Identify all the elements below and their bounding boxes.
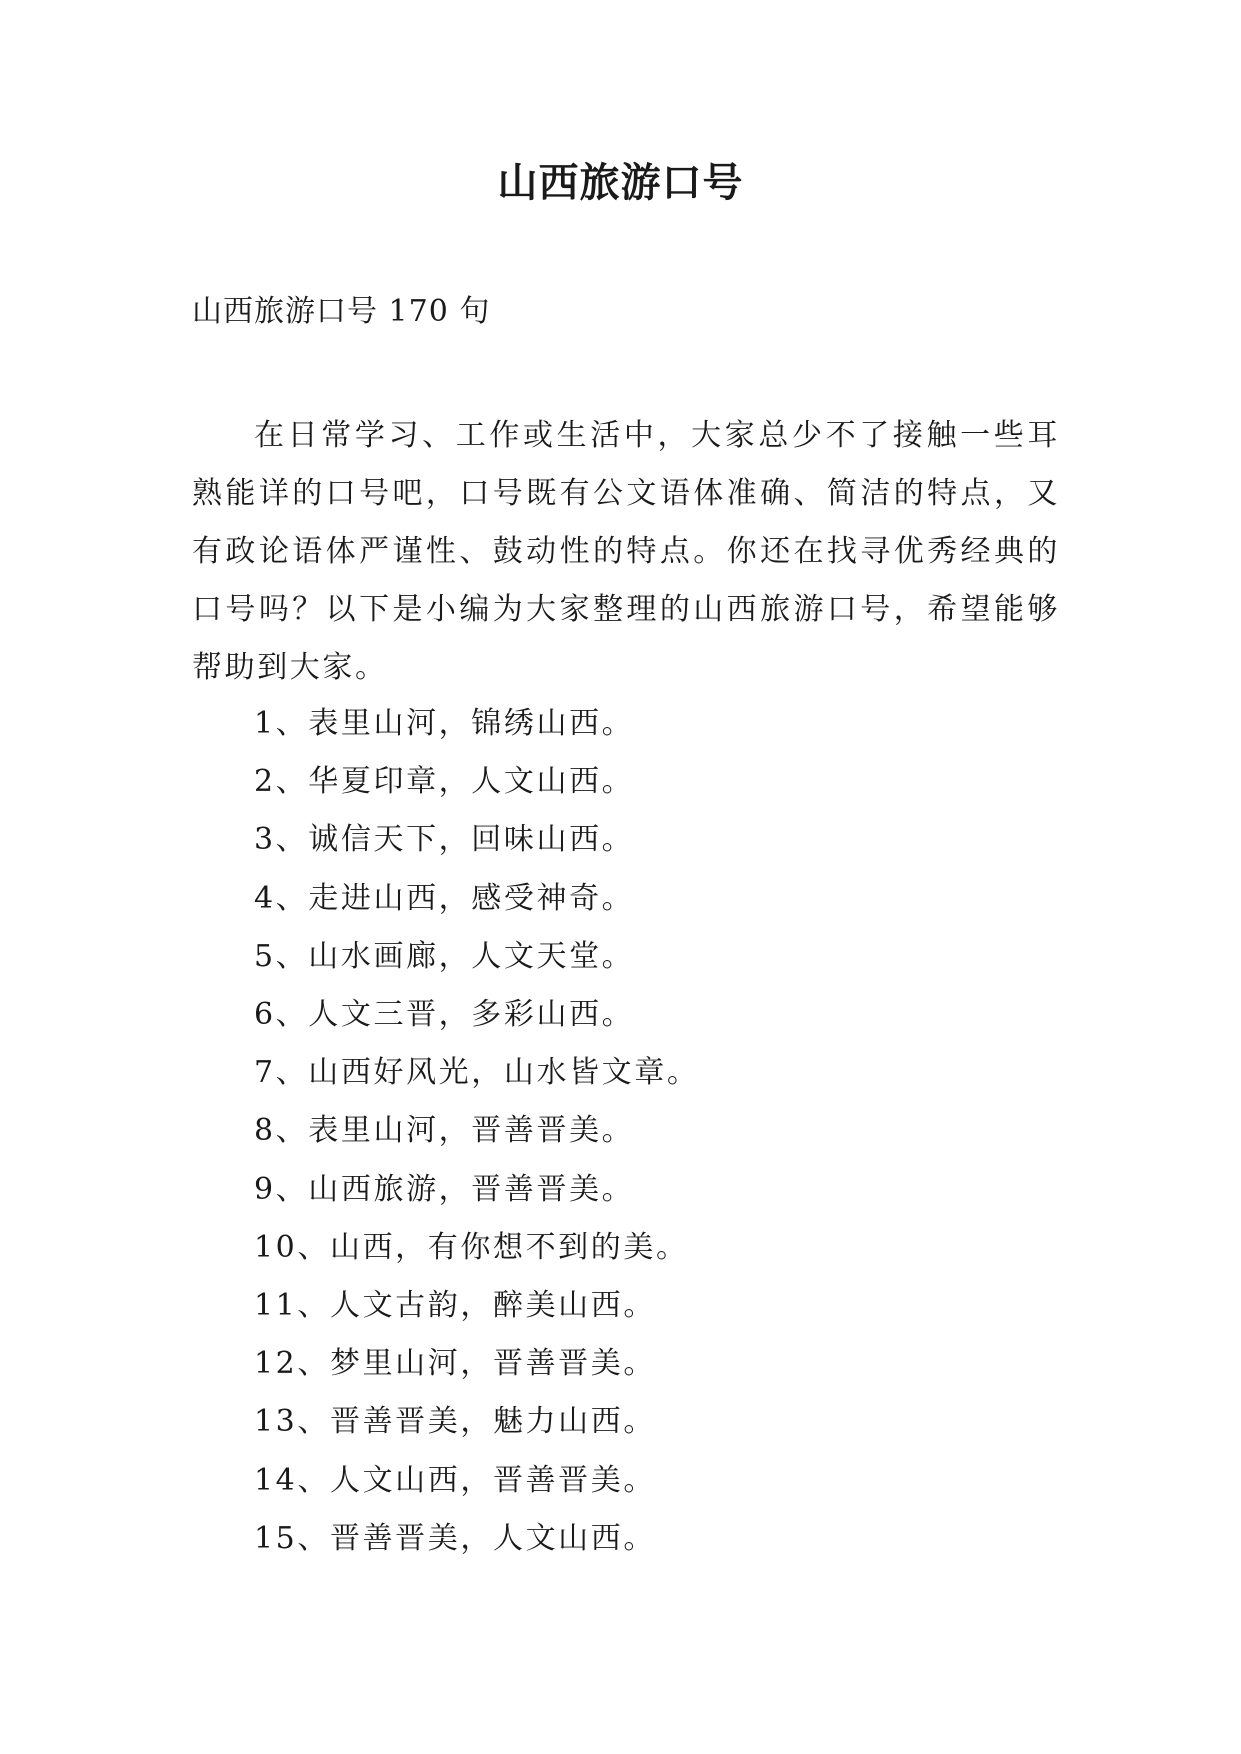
slogan-item: 8、表里山河，晋善晋美。 [254,1113,635,1149]
slogan-item: 6、人文三晋，多彩山西。 [254,997,635,1033]
intro-paragraph: 在日常学习、工作或生活中，大家总少不了接触一些耳熟能详的口号吧，口号既有公文语体准确、简洁的特点，又有政论语体严谨性、鼓动性的特点。你还在找寻优秀经典的口号吗？以下是小编为大家整理的山西旅游口号，希望能够帮助到大家。 [192,418,1060,685]
slogan-item: 14、人文山西，晋善晋美。 [254,1462,656,1498]
slogan-item: 12、梦里山河，晋善晋美。 [254,1346,656,1382]
slogan-item: 9、山西旅游，晋善晋美。 [254,1171,635,1207]
document-subtitle: 山西旅游口号 170 句 [192,294,491,329]
slogan-item: 13、晋善晋美，魅力山西。 [254,1404,656,1440]
slogan-item: 15、晋善晋美，人文山西。 [254,1520,656,1556]
slogan-item: 3、诚信天下，回味山西。 [254,822,635,858]
slogan-item: 2、华夏印章，人文山西。 [254,764,635,800]
slogan-item: 7、山西好风光，山水皆文章。 [254,1055,700,1091]
slogan-item: 5、山水画廊，人文天堂。 [254,938,635,974]
slogan-item: 11、人文古韵，醉美山西。 [254,1288,656,1324]
slogan-item: 4、走进山西，感受神奇。 [254,880,635,916]
slogan-item: 10、山西，有你想不到的美。 [254,1229,689,1265]
slogan-list [254,695,700,1568]
slogan-item: 1、表里山河，锦绣山西。 [254,706,635,741]
document-title: 山西旅游口号 [497,159,744,206]
